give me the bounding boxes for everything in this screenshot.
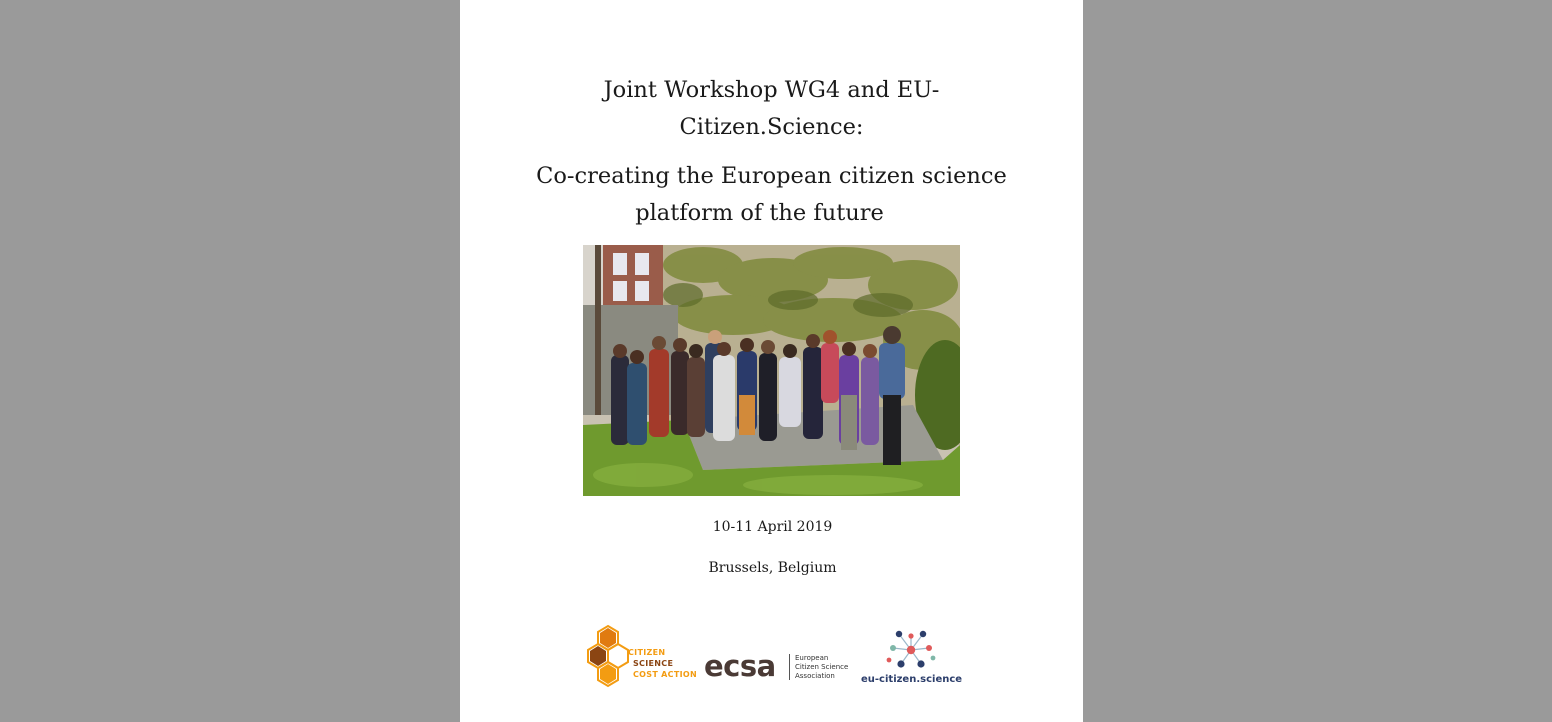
ecsa-logo [704, 648, 854, 686]
eu-citizen-science-logo [861, 628, 961, 688]
document-page [460, 0, 1083, 722]
cs-logo-line-3: COST ACTION [633, 670, 697, 679]
title-line-1: Joint Workshop WG4 and EU- [603, 77, 940, 103]
event-date: 10-11 April 2019 [712, 519, 833, 535]
subtitle-line-2: platform of the future [635, 200, 884, 226]
title-line-2: Citizen.Science: [679, 114, 864, 140]
group-photo [583, 245, 960, 496]
cs-logo-line-1: CITIZEN [628, 648, 666, 657]
cs-logo-line-2: SCIENCE [633, 659, 674, 668]
ecsa-sub-line-2: Citizen Science [795, 663, 849, 671]
ecsa-sub-line-1: European [795, 654, 829, 662]
ecsa-wordmark: ecsa [704, 649, 776, 683]
eu-citizen-science-wordmark: eu-citizen.science [861, 674, 963, 685]
subtitle-line-1: Co-creating the European citizen science [536, 163, 1007, 189]
citizen-science-cost-action-logo [586, 624, 697, 688]
document-title [460, 72, 1083, 146]
ecsa-sub-line-3: Association [795, 672, 835, 680]
ecsa-divider [789, 654, 790, 680]
network-nodes-icon [861, 628, 961, 674]
document-subtitle [460, 158, 1083, 232]
event-location: Brussels, Belgium [708, 560, 837, 576]
